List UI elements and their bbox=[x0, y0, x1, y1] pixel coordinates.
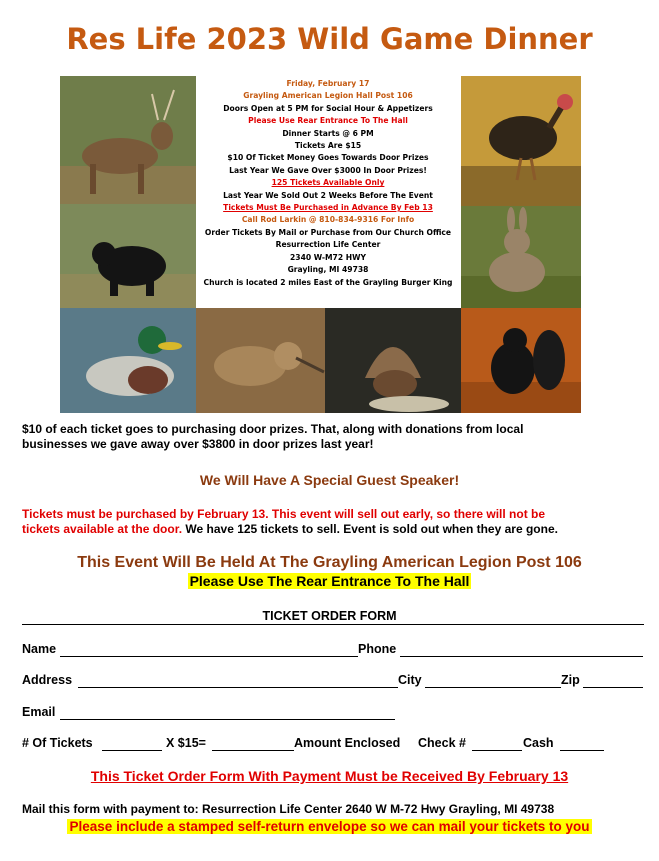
tickets-available: 125 Tickets Available Only bbox=[271, 178, 385, 188]
cash-label: Cash bbox=[523, 736, 554, 750]
prizes-line-2: businesses we gave away over $3800 in door prizes last year! bbox=[22, 437, 374, 451]
doors-open: Doors Open at 5 PM for Social Hour & Appetizers bbox=[223, 103, 433, 113]
tickets-field[interactable] bbox=[102, 750, 162, 751]
squirrel-photo bbox=[461, 308, 581, 413]
advance-purchase: Tickets Must Be Purchased in Advance By Feb 13 bbox=[223, 203, 433, 213]
deer-photo bbox=[60, 76, 196, 204]
total-field[interactable] bbox=[212, 750, 294, 751]
envelope-note: Please include a stamped self-return envelope so we can mail your tickets to you bbox=[67, 819, 593, 834]
deadline-line-1: Tickets must be purchased by February 13. This event will sell out early, so there will not be bbox=[22, 507, 546, 521]
name-label: Name bbox=[22, 642, 57, 656]
zip-field[interactable] bbox=[583, 687, 643, 688]
email-label: Email bbox=[22, 705, 56, 719]
duck-photo bbox=[60, 308, 196, 413]
rear-entrance-banner bbox=[0, 573, 659, 591]
prizes-line-1: $10 of each ticket goes to purchasing door prizes. That, along with donations from local bbox=[22, 422, 524, 436]
door-prize-money: $10 Of Ticket Money Goes Towards Door Prizes bbox=[227, 153, 429, 163]
tickets-to-sell-text: We have 125 tickets to sell. Event is sold out when they are gone. bbox=[182, 522, 558, 536]
form-deadline-note: This Ticket Order Form With Payment Must be Received By February 13 bbox=[90, 768, 569, 784]
form-divider bbox=[22, 624, 644, 625]
email-field[interactable] bbox=[60, 719, 395, 720]
check-number-field[interactable] bbox=[472, 750, 522, 751]
name-field[interactable] bbox=[60, 656, 358, 657]
zip-label: Zip bbox=[561, 673, 580, 687]
phone-field[interactable] bbox=[400, 656, 643, 657]
rabbit-photo bbox=[461, 206, 581, 308]
last-year-sold-out: Last Year We Sold Out 2 Weeks Before The Event bbox=[223, 190, 433, 200]
times-price-label: X $15= bbox=[166, 736, 206, 750]
event-venue: Grayling American Legion Hall Post 106 bbox=[243, 91, 413, 101]
bear-photo bbox=[60, 204, 196, 308]
phone-label: Phone bbox=[358, 642, 397, 656]
church-name: Resurrection Life Center bbox=[275, 240, 381, 250]
dinner-time: Dinner Starts @ 6 PM bbox=[282, 128, 374, 138]
order-instructions: Order Tickets By Mail or Purchase from Our Church Office bbox=[204, 227, 452, 237]
rear-entrance-note: Please Use Rear Entrance To The Hall bbox=[248, 116, 408, 126]
contact-info: Call Rod Larkin @ 810-834-9316 For Info bbox=[241, 215, 415, 225]
deadline-red-text: tickets available at the door. bbox=[22, 522, 183, 536]
woodcock-photo bbox=[196, 308, 325, 413]
turkey-photo bbox=[461, 76, 581, 206]
guest-speaker: We Will Have A Special Guest Speaker! bbox=[199, 472, 460, 488]
grouse-photo bbox=[325, 308, 461, 413]
tickets-label: # Of Tickets bbox=[22, 736, 93, 750]
church-location: Church is located 2 miles East of the Grayling Burger King bbox=[203, 277, 453, 287]
envelope-banner bbox=[0, 818, 659, 836]
prizes-paragraph bbox=[22, 422, 523, 452]
mailing-address: Mail this form with payment to: Resurrection Life Center 2640 W M-72 Hwy Grayling, MI 49738 bbox=[22, 802, 555, 816]
last-year-prizes: Last Year We Gave Over $3000 In Door Prizes! bbox=[229, 165, 427, 175]
city-label: City bbox=[398, 673, 422, 687]
city-field[interactable] bbox=[425, 687, 561, 688]
ticket-price: Tickets Are $15 bbox=[294, 141, 362, 151]
cash-field[interactable] bbox=[560, 750, 604, 751]
event-location-heading: This Event Will Be Held At The Grayling American Legion Post 106 bbox=[77, 554, 582, 571]
event-date: Friday, February 17 bbox=[286, 79, 370, 88]
check-label: Check # bbox=[418, 736, 466, 750]
order-form-heading: TICKET ORDER FORM bbox=[262, 609, 397, 623]
page-title: Res Life 2023 Wild Game Dinner bbox=[66, 22, 593, 56]
amount-enclosed-label: Amount Enclosed bbox=[294, 736, 401, 750]
deadline-paragraph bbox=[22, 507, 558, 537]
event-info-panel bbox=[196, 76, 460, 306]
rear-entrance-highlight: Please Use The Rear Entrance To The Hall bbox=[189, 573, 470, 589]
deadline-line-2 bbox=[22, 522, 558, 537]
address-label: Address bbox=[22, 673, 73, 687]
address-field[interactable] bbox=[78, 687, 398, 688]
church-city: Grayling, MI 49738 bbox=[287, 265, 369, 275]
church-street: 2340 W-M72 HWY bbox=[290, 252, 366, 262]
